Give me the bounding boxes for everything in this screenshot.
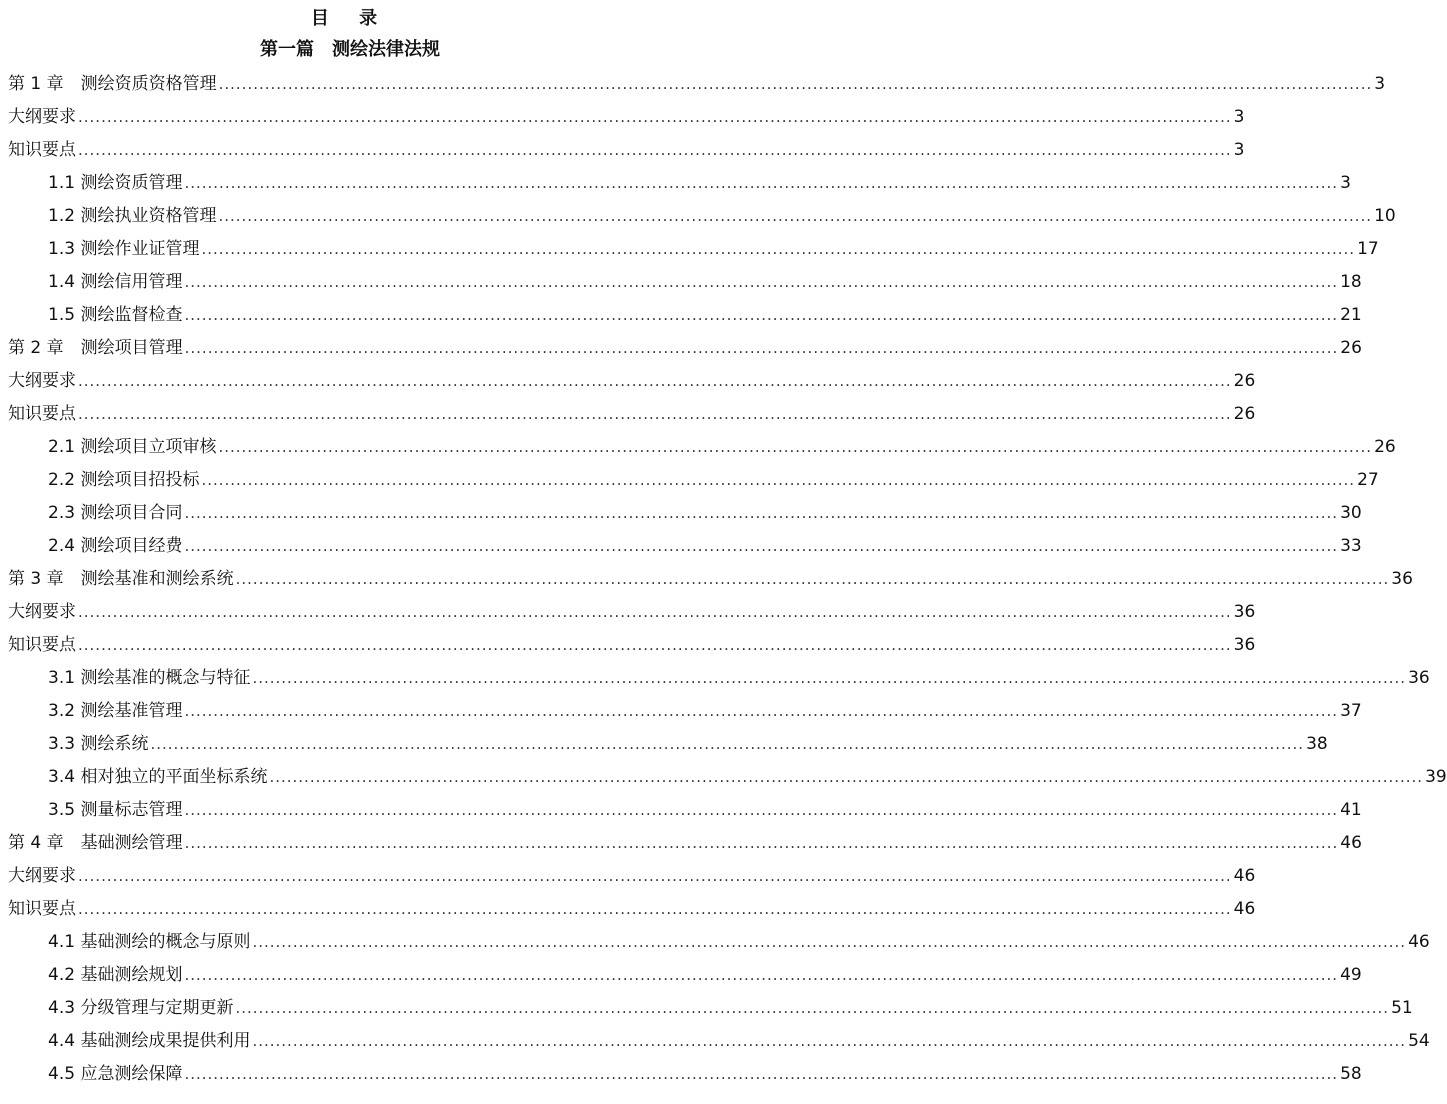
toc-subentry[interactable] — [48, 662, 1430, 695]
toc-subentry[interactable] — [48, 266, 1362, 299]
toc-dot-leader: ........................................................................................................................................................................................................ — [78, 636, 1232, 654]
toc-dot-leader: ........................................................................................................................................................................................................ — [184, 339, 1339, 357]
toc-entry-page: 38 — [1306, 734, 1328, 754]
toc-entry-label: 第 2 章 测绘项目管理 — [8, 338, 183, 358]
toc-entry-page: 36 — [1408, 668, 1430, 688]
toc-entry-label: 第 4 章 基础测绘管理 — [8, 833, 183, 853]
toc-entry-page: 10 — [1374, 206, 1396, 226]
toc-entry-label: 知识要点 — [8, 899, 76, 919]
toc-subentry[interactable] — [48, 926, 1430, 959]
toc-entry[interactable] — [8, 629, 1256, 662]
toc-entry-page: 36 — [1233, 635, 1256, 655]
toc-entry-page: 46 — [1340, 833, 1362, 853]
toc-subentry[interactable] — [48, 1058, 1362, 1091]
toc-entry-label: 1.2 测绘执业资格管理 — [48, 206, 217, 226]
toc-entry-page: 46 — [1233, 866, 1256, 886]
toc-entry-page: 3 — [1233, 140, 1245, 160]
toc-dot-leader: ........................................................................................................................................................................................................ — [252, 933, 1407, 951]
toc-entry-label: 1.5 测绘监督检查 — [48, 305, 183, 325]
toc-subentry[interactable] — [48, 233, 1379, 266]
toc-entry-label: 知识要点 — [8, 635, 76, 655]
toc-dot-leader: ........................................................................................................................................................................................................ — [78, 603, 1232, 621]
toc-subentry[interactable] — [48, 200, 1396, 233]
toc-dot-leader: ........................................................................................................................................................................................................ — [218, 207, 1373, 225]
toc-subentry[interactable] — [48, 728, 1328, 761]
toc-dot-leader: ........................................................................................................................................................................................................ — [252, 1032, 1407, 1050]
toc-entry-page: 3 — [1233, 107, 1245, 127]
toc-dot-leader: ........................................................................................................................................................................................................ — [184, 306, 1339, 324]
toc-entry[interactable] — [8, 893, 1256, 926]
toc-entry-label: 大纲要求 — [8, 866, 76, 886]
toc-dot-leader: ........................................................................................................................................................................................................ — [201, 240, 1356, 258]
toc-entry-label: 大纲要求 — [8, 371, 76, 391]
toc-entry-label: 3.2 测绘基准管理 — [48, 701, 183, 721]
toc-subentry[interactable] — [48, 695, 1362, 728]
toc-entry-page: 33 — [1340, 536, 1362, 556]
toc-entry-label: 知识要点 — [8, 404, 76, 424]
toc-dot-leader: ........................................................................................................................................................................................................ — [184, 702, 1339, 720]
toc-entry-page: 36 — [1233, 602, 1256, 622]
toc-dot-leader: ........................................................................................................................................................................................................ — [78, 867, 1232, 885]
toc-entry-label: 4.4 基础测绘成果提供利用 — [48, 1031, 251, 1051]
toc-entry[interactable] — [8, 827, 1362, 860]
toc-dot-leader: ........................................................................................................................................................................................................ — [184, 1065, 1339, 1083]
toc-dot-leader: ........................................................................................................................................................................................................ — [184, 801, 1339, 819]
toc-entry[interactable] — [8, 68, 1386, 101]
toc-entry[interactable] — [8, 563, 1413, 596]
toc-entry-label: 2.1 测绘项目立项审核 — [48, 437, 217, 457]
toc-dot-leader: ........................................................................................................................................................................................................ — [218, 438, 1373, 456]
toc-entry-page: 17 — [1357, 239, 1379, 259]
toc-entry-page: 46 — [1233, 899, 1256, 919]
toc-entry[interactable] — [8, 134, 1245, 167]
toc-dot-leader: ........................................................................................................................................................................................................ — [78, 141, 1232, 159]
toc-entry[interactable] — [8, 365, 1256, 398]
toc-entry-page: 21 — [1340, 305, 1362, 325]
toc-entry-page: 3 — [1374, 74, 1386, 94]
toc-subentry[interactable] — [48, 1025, 1430, 1058]
toc-dot-leader: ........................................................................................................................................................................................................ — [201, 471, 1356, 489]
toc-subentry[interactable] — [48, 761, 1447, 794]
toc-subentry[interactable] — [48, 167, 1351, 200]
toc-dot-leader: ........................................................................................................................................................................................................ — [78, 900, 1232, 918]
toc-entry-page: 3 — [1340, 173, 1351, 193]
toc-entry-label: 2.2 测绘项目招投标 — [48, 470, 200, 490]
toc-entry-label: 第 3 章 测绘基准和测绘系统 — [8, 569, 234, 589]
toc-entry[interactable] — [8, 101, 1245, 134]
toc-dot-leader: ........................................................................................................................................................................................................ — [78, 405, 1232, 423]
toc-dot-leader: ........................................................................................................................................................................................................ — [184, 834, 1339, 852]
toc-entry-page: 26 — [1233, 371, 1256, 391]
toc-subentry[interactable] — [48, 464, 1379, 497]
toc-dot-leader: ........................................................................................................................................................................................................ — [235, 570, 1390, 588]
toc-entry-label: 4.3 分级管理与定期更新 — [48, 998, 234, 1018]
toc-entry-label: 4.5 应急测绘保障 — [48, 1064, 183, 1084]
toc-entry-label: 3.1 测绘基准的概念与特征 — [48, 668, 251, 688]
toc-dot-leader: ........................................................................................................................................................................................................ — [269, 768, 1424, 786]
toc-dot-leader: ........................................................................................................................................................................................................ — [218, 75, 1373, 93]
toc-dot-leader: ........................................................................................................................................................................................................ — [252, 669, 1407, 687]
toc-entry-label: 2.4 测绘项目经费 — [48, 536, 183, 556]
toc-entry-label: 大纲要求 — [8, 107, 76, 127]
toc-entry-label: 知识要点 — [8, 140, 76, 160]
toc-entry-label: 3.3 测绘系统 — [48, 734, 149, 754]
toc-entry-label: 1.4 测绘信用管理 — [48, 272, 183, 292]
toc-entry-page: 49 — [1340, 965, 1362, 985]
toc-entry-page: 27 — [1357, 470, 1379, 490]
part-title: 第一篇 测绘法律法规 — [260, 39, 440, 60]
toc-entry-page: 41 — [1340, 800, 1362, 820]
toc-entry-page: 54 — [1408, 1031, 1430, 1051]
toc-entry-page: 46 — [1408, 932, 1430, 952]
toc-entry-label: 大纲要求 — [8, 602, 76, 622]
toc-entry-page: 26 — [1233, 404, 1256, 424]
toc-entry-page: 58 — [1340, 1064, 1362, 1084]
toc-dot-leader: ........................................................................................................................................................................................................ — [235, 999, 1390, 1017]
toc-entry-label: 4.1 基础测绘的概念与原则 — [48, 932, 251, 952]
toc-dot-leader: ........................................................................................................................................................................................................ — [184, 504, 1339, 522]
toc-dot-leader: ........................................................................................................................................................................................................ — [184, 537, 1339, 555]
toc-subentry[interactable] — [48, 299, 1362, 332]
toc-subentry[interactable] — [48, 992, 1413, 1025]
toc-entry-page: 37 — [1340, 701, 1362, 721]
toc-dot-leader: ........................................................................................................................................................................................................ — [184, 273, 1339, 291]
toc-dot-leader: ........................................................................................................................................................................................................ — [78, 108, 1232, 126]
toc-dot-leader: ........................................................................................................................................................................................................ — [184, 174, 1339, 192]
toc-entry-label: 2.3 测绘项目合同 — [48, 503, 183, 523]
toc-entry-page: 30 — [1340, 503, 1362, 523]
toc-entry-page: 18 — [1340, 272, 1362, 292]
toc-entry-page: 36 — [1391, 569, 1413, 589]
toc-entry-page: 26 — [1374, 437, 1396, 457]
toc-subentry[interactable] — [48, 530, 1362, 563]
toc-entry[interactable] — [8, 860, 1256, 893]
toc-entry-label: 第 1 章 测绘资质资格管理 — [8, 74, 217, 94]
toc-entry-page: 51 — [1391, 998, 1413, 1018]
toc-subentry[interactable] — [48, 794, 1362, 827]
toc-dot-leader: ........................................................................................................................................................................................................ — [78, 372, 1232, 390]
toc-subentry[interactable] — [48, 959, 1362, 992]
toc-entry-page: 39 — [1425, 767, 1447, 787]
toc-entry-page: 26 — [1340, 338, 1362, 358]
toc-dot-leader: ........................................................................................................................................................................................................ — [150, 735, 1305, 753]
toc-entry-label: 1.3 测绘作业证管理 — [48, 239, 200, 259]
toc-entry[interactable] — [8, 332, 1362, 365]
toc-entry-label: 1.1 测绘资质管理 — [48, 173, 183, 193]
toc-subentry[interactable] — [48, 431, 1396, 464]
toc-entry[interactable] — [8, 398, 1256, 431]
toc-subentry[interactable] — [48, 497, 1362, 530]
toc-entry-label: 4.2 基础测绘规划 — [48, 965, 183, 985]
toc-title: 目 录 — [310, 8, 390, 29]
toc-entry[interactable] — [8, 596, 1256, 629]
toc-dot-leader: ........................................................................................................................................................................................................ — [184, 966, 1339, 984]
toc-entry-label: 3.4 相对独立的平面坐标系统 — [48, 767, 268, 787]
toc-entry-label: 3.5 测量标志管理 — [48, 800, 183, 820]
